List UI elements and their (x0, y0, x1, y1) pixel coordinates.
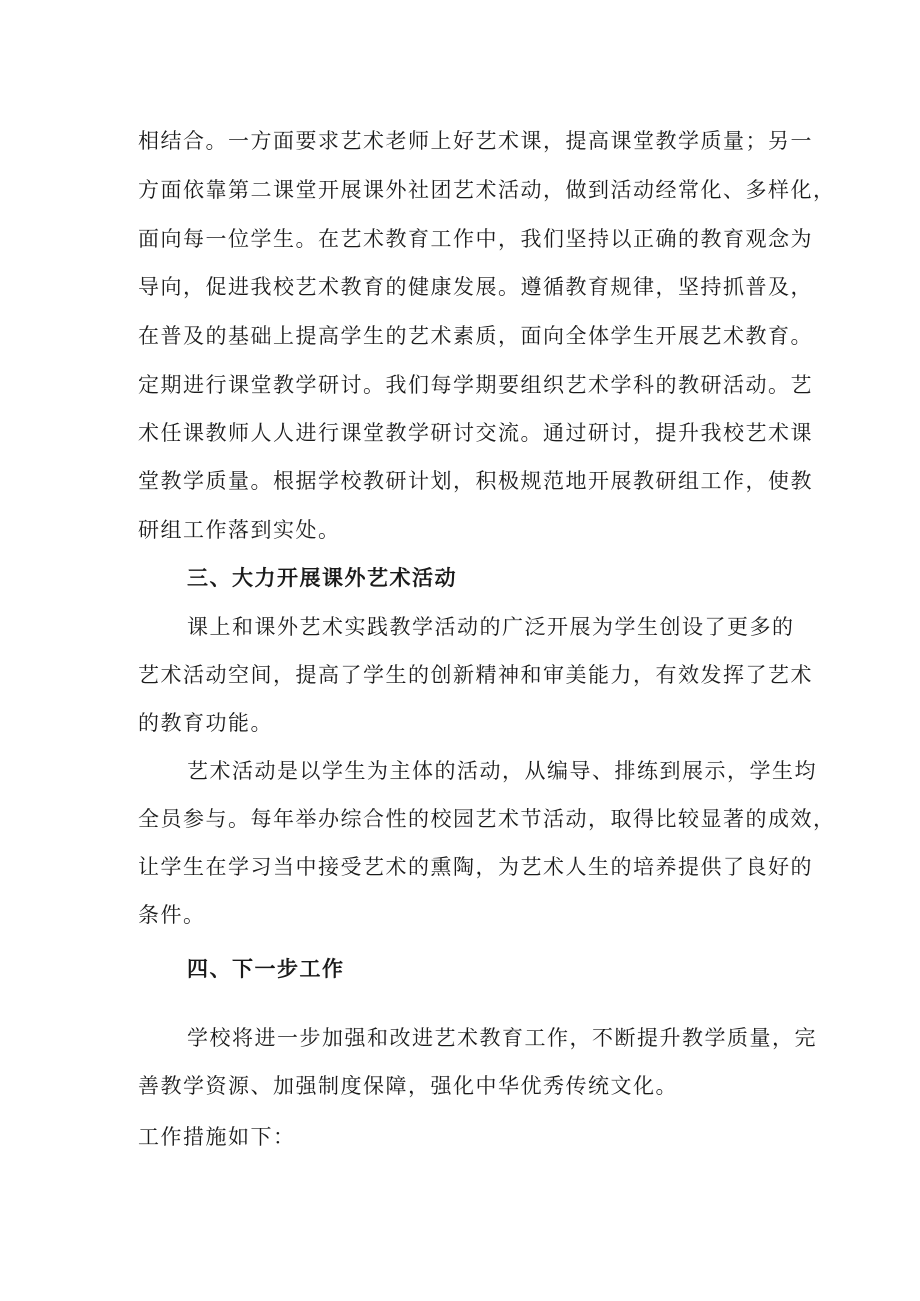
section-heading-3: 三、大力开展课外艺术活动 (187, 566, 457, 590)
para1-line-5: 在普及的基础上提高学生的艺术素质，面向全体学生开展艺术教育。 (138, 324, 813, 348)
para1-line-3: 面向每一位学生。在艺术教育工作中，我们坚持以正确的教育观念为 (138, 227, 813, 251)
measures-intro: 工作措施如下： (138, 1125, 296, 1149)
para1-line-8: 堂教学质量。根据学校教研计划，积极规范地开展教研组工作，使教 (138, 469, 813, 493)
para2-line-2: 艺术活动空间，提高了学生的创新精神和审美能力，有效发挥了艺术 (138, 663, 813, 687)
para1-line-2: 方面依靠第二课堂开展课外社团艺术活动，做到活动经常化、多样化， (138, 178, 836, 202)
para3-line-1: 艺术活动是以学生为主体的活动，从编导、排练到展示，学生均 (187, 759, 817, 783)
para4-line-2: 善教学资源、加强制度保障，强化中华优秀传统文化。 (138, 1074, 678, 1098)
para1-line-6: 定期进行课堂教学研讨。我们每学期要组织艺术学科的教研活动。艺 (138, 373, 813, 397)
para2-line-3: 的教育功能。 (138, 711, 273, 735)
para3-line-4: 条件。 (138, 903, 206, 927)
para3-line-2: 全员参与。每年举办综合性的校园艺术节活动，取得比较显著的成效， (138, 807, 836, 831)
para4-line-1: 学校将进一步加强和改进艺术教育工作，不断提升教学质量，完 (187, 1026, 817, 1050)
para1-line-7: 术任课教师人人进行课堂教学研讨交流。通过研讨，提升我校艺术课 (138, 421, 813, 445)
section-heading-4: 四、下一步工作 (187, 957, 345, 981)
para1-line-4: 导向，促进我校艺术教育的健康发展。遵循教育规律，坚持抓普及， (138, 275, 813, 299)
para1-line-1: 相结合。一方面要求艺术老师上好艺术课，提高课堂教学质量；另一 (138, 129, 813, 153)
para3-line-3: 让学生在学习当中接受艺术的熏陶，为艺术人生的培养提供了良好的 (138, 855, 813, 879)
para1-line-9: 研组工作落到实处。 (138, 518, 341, 542)
para2-line-1: 课上和课外艺术实践教学活动的广泛开展为学生创设了更多的 (187, 615, 795, 639)
